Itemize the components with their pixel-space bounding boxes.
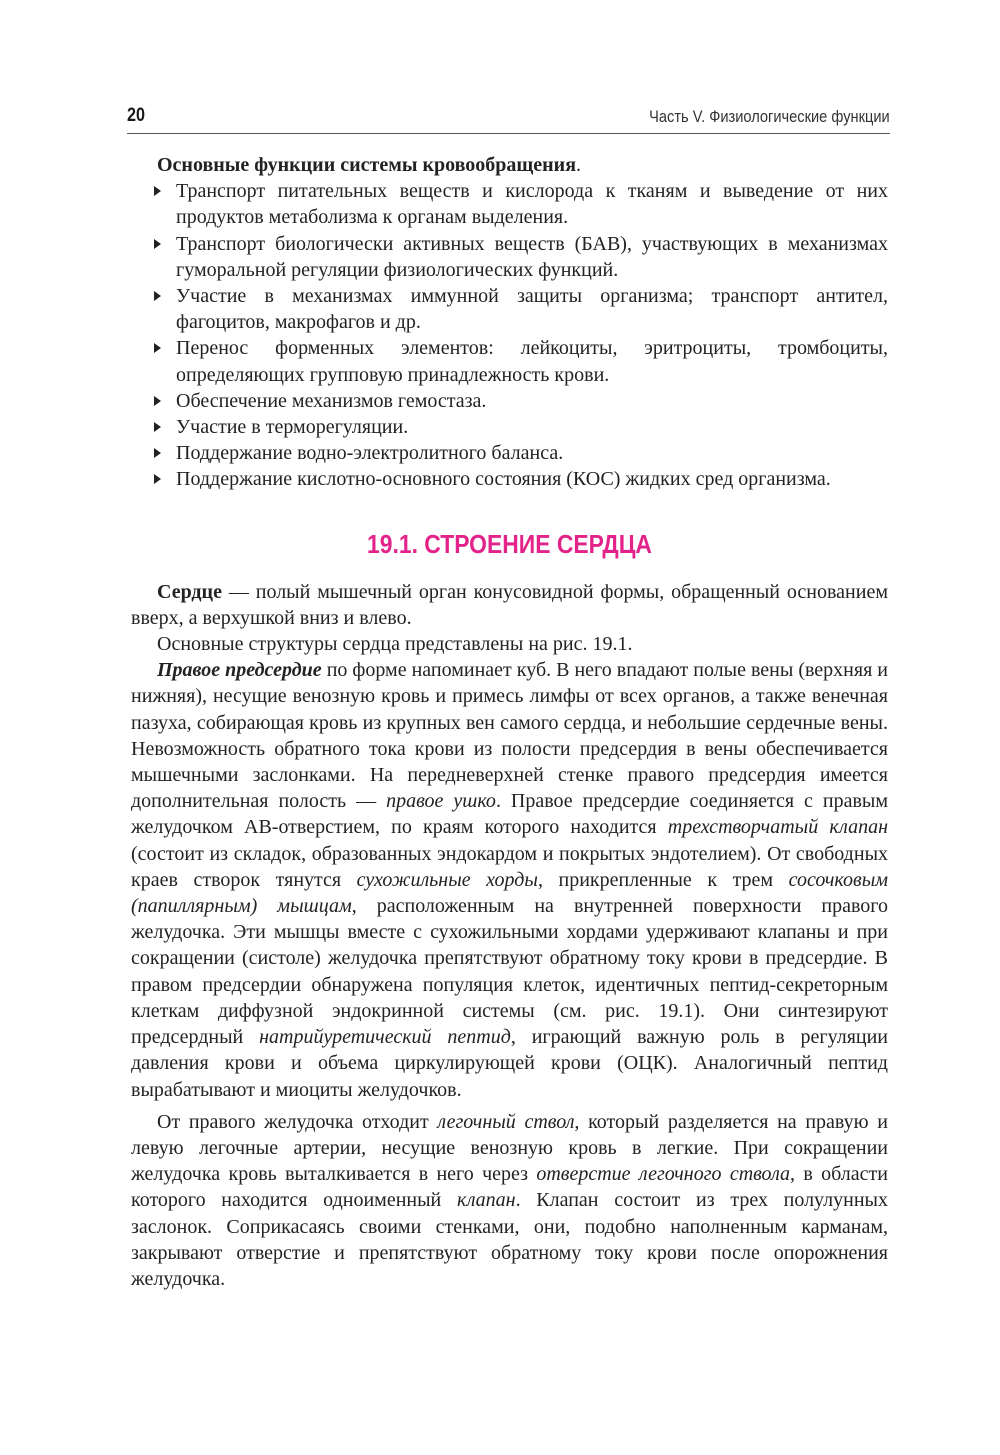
triangle-bullet-icon: [154, 343, 161, 353]
triangle-bullet-icon: [154, 291, 161, 301]
triangle-bullet-icon: [154, 186, 161, 196]
functions-list: [131, 178, 888, 492]
list-item: Поддержание кислотно-основного состояния (КОС) жидких сред организма.: [176, 466, 888, 492]
term-natriuretic-peptide: натрийуретический пептид: [259, 1026, 511, 1049]
functions-heading-text: Основные функции системы кровообращения: [157, 154, 577, 176]
term-chordae: сухожильные хорды: [356, 868, 538, 891]
header-rule: [127, 133, 890, 134]
list-item: Участие в терморегуляции.: [176, 414, 888, 440]
term-pulmonary-trunk: легочный ствол: [437, 1110, 575, 1133]
paragraph-right-atrium: Правое предсердие по форме напоминает куб. В него впадают полые вены (верхняя и нижняя), несущие венозную кровь и примесь лимфы от всех органов, а также венечная пазуха, собирающая кровь из крупных вен самого сердца, и небольшие сердечные вены. Невозможность обратного тока крови из полости предсердия в вены обеспечивается мышечными заслонками. На передневерхней стенке правого предсердия имеется дополнительная полость — правое ушко. Правое предсердие соединяется с правым желудочком АВ-отверстием, по краям которого находится трехстворчатый клапан (состоит из складок, образованных эндокардом и покрытых эндотелием). От свободных краев створок тянутся сухожильные хорды, прикрепленные к трем сосочковым (папиллярным) мышцам, расположенным на внутренней поверхности правого желудочка. Эти мышцы вместе с сухожильными хордами удерживают клапаны и при сокращении (систоле) желудочка препятствуют обратному току крови в предсердие. В правом предсердии обнаружена популяция клеток, идентичных пептид-секреторным клеткам диффузной эндокринной системы (см. рис. 19.1). Они синтезируют предсердный натрийуретический пептид, играющий важную роль в регуляции давления крови и объема циркулирующей крови (ОЦК). Аналогичный пептид вырабатывают и миоциты желудочков.: [131, 659, 889, 1101]
triangle-bullet-icon: [154, 448, 161, 458]
paragraph-heart-definition: Сердце — полый мышечный орган конусовидной формы, обращенный основанием вверх, а верхушкой вниз и влево.: [131, 580, 888, 629]
section-heading: 19.1. СТРОЕНИЕ СЕРДЦА: [367, 528, 652, 559]
list-item: Участие в механизмах иммунной защиты организма; транспорт антител, фагоцитов, макрофагов и др.: [176, 283, 888, 335]
running-head: [127, 103, 890, 131]
running-title: Часть V. Физиологические функции: [649, 107, 890, 126]
page-number: 20: [127, 105, 145, 126]
list-item: Поддержание водно-электролитного баланса.: [176, 440, 888, 466]
triangle-bullet-icon: [154, 474, 161, 484]
list-item: Обеспечение механизмов гемостаза.: [176, 388, 888, 414]
triangle-bullet-icon: [154, 396, 161, 406]
functions-heading: Основные функции системы кровообращения.: [157, 154, 582, 176]
term-right-auricle: правое ушко: [386, 790, 496, 813]
term-right-atrium: Правое предсердие: [157, 659, 322, 682]
triangle-bullet-icon: [154, 422, 161, 432]
list-item: Транспорт биологически активных веществ (БАВ), участвующих в механизмах гуморальной регуляции физиологических функций.: [176, 231, 888, 283]
term-valve: клапан: [456, 1189, 516, 1212]
term-tricuspid-valve: трехстворчатый клапан: [667, 816, 888, 839]
paragraph-structures: Основные структуры сердца представлены на рис. 19.1.: [157, 633, 633, 656]
term-papillary-muscles: сосочковым (папиллярным) мышцам: [131, 868, 889, 918]
page-content: [131, 152, 888, 1292]
list-item: Перенос форменных элементов: лейкоциты, эритроциты, тромбоциты, определяющих групповую принадлежность крови.: [176, 335, 888, 387]
term-heart: Сердце: [157, 580, 222, 603]
list-item: Транспорт питательных веществ и кислорода к тканям и выведение от них продуктов метаболизма к органам выделения.: [176, 178, 888, 230]
paragraph-pulmonary-trunk: От правого желудочка отходит легочный ствол, который разделяется на правую и левую легочные артерии, несущие венозную кровь в легкие. При сокращении желудочка кровь выталкивается в него через отверстие легочного ствола, в области которого находится одноименный клапан. Клапан состоит из трех полулунных заслонок. Соприкасаясь своими стенками, они, подобно наполненным карманам, закрывают отверстие и препятствуют обратному току крови после опорожнения желудочка.: [131, 1110, 888, 1290]
triangle-bullet-icon: [154, 239, 161, 249]
term-pulmonary-orifice: отверстие легочного ствола: [536, 1163, 791, 1186]
